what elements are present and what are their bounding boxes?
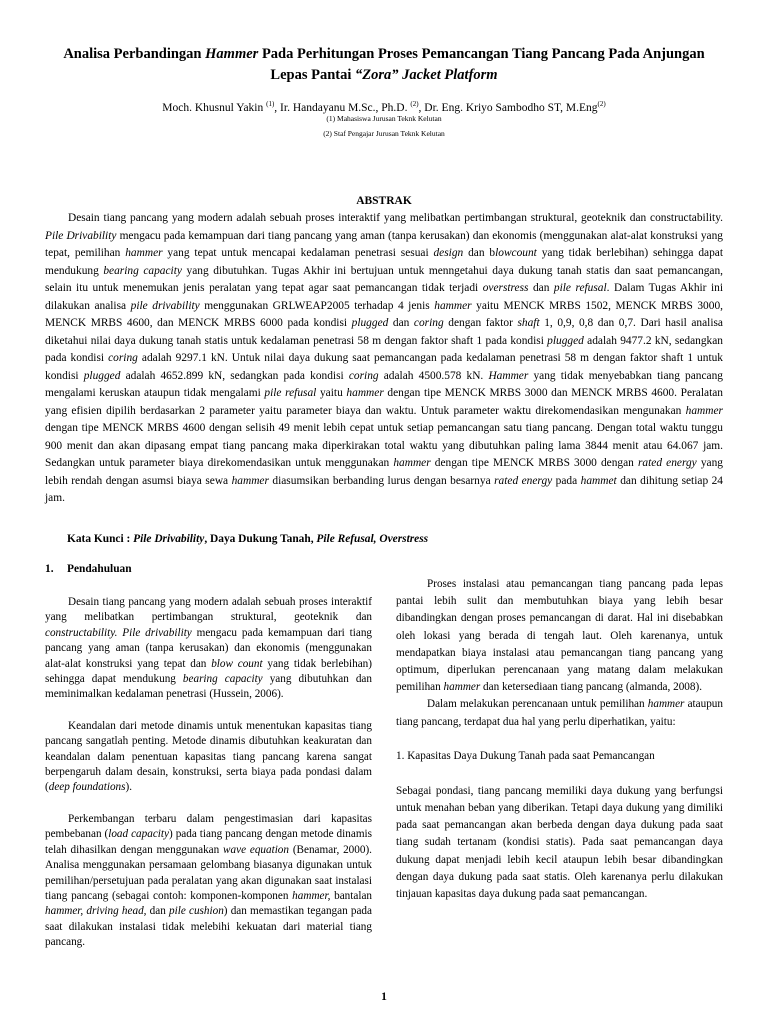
abstract-body: Desain tiang pancang yang modern adalah sebuah proses interaktif yang melibatkan pertimbangan struktural, geoteknik dan constructability. Pile Drivability mengacu pada kemampuan dari tiang pancang yang aman (tanpa kerusakan) dan ekonomis (menggunakan alat-alat konstruksi yang tepat, pemilihan hammer yang tepat untuk mencapai kedalaman penetrasi sesuai design dan blowcount yang tidak berlebihan) sehingga dapat mendukung bearing capacity yang dibutuhkan. Tugas Akhir ini bertujuan untuk menngetahui daya dukung tanah statis dan saat pemancangan, selain itu untuk menemukan jenis peralatan yang tepat agar saat pemancangan tidak terjadi overstress dan pile refusal. Dalam Tugas Akhir ini dilakukan analisa pile drivability menggunakan GRLWEAP2005 terhadap 4 jenis hammer yaitu MENCK MRBS 1502, MENCK MRBS 3000, MENCK MRBS 4600, dan MENCK MRBS 6000 pada kondisi plugged dan coring dengan faktor shaft 1, 0,9, 0,8 dan 0,7. Dari hasil analisa diketahui nilai daya dukung tanah statis untuk kedalaman penetrasi 58 m dengan faktor shaft 1 pada kondisi plugged adalah 9477.2 kN, sedangkan pada kondisi coring adalah 9297.1 kN. Untuk nilai daya dukung saat pemancangan pada kedalaman penetrasi 58 m dengan faktor shaft 1 untuk kondisi plugged adalah 4652.899 kN, sedangkan pada kondisi coring adalah 4500.578 kN. Hammer yang tidak menyebabkan tiang pancang mengalami keruskan ataupun tidak mengalami pile refusal yaitu hammer dengan tipe MENCK MRBS 3000 dan MENCK MRBS 4600. Peralatan yang efisien dipilih berdasarkan 2 parameter yaitu parameter biaya dan waktu. Untuk parameter waktu direkomendasikan mengunakan hammer dengan tipe MENCK MRBS 4600 dengan selisih 49 menit lebih cepat untuk setiap pemancangan satu tiang pancang. Dengan total waktu tunggu 900 menit dan akan dipasang empat tiang pancang maka diperkirakan total waktu yang dibutuhkan paling lama 3844 menit atau 64.067 jam. Sedangkan untuk parameter biaya direkomendasikan untuk menggunakan hammer dengan tipe MENCK MRBS 3000 dengan rated energy yang lebih rendah dengan asumsi biaya sewa hammer diasumsikan berbanding lurus dengan besarnya rated energy pada hammet dan dihitung setiap 24 jam. xyxy=(45,212,724,504)
intro-paragraph-5: Dalam melakukan perencanaan untuk pemilihan hammer ataupun tiang pancang, terdapat dua hal yang perlu diperhatikan, yaitu: xyxy=(396,698,723,728)
paper-title: Analisa Perbandingan Hammer Pada Perhitungan Proses Pemancangan Tiang Pancang Pada Anjungan Lepas Pantai “Zora” Jacket Platform xyxy=(63,46,705,83)
right-column xyxy=(396,576,723,903)
intro-paragraph-1: Desain tiang pancang yang modern adalah sebuah proses interaktif yang melibatkan pertimbangan struktural, geoteknik dan constructability. Pile drivability mengacu pada kemampuan dari tiang pancang yang aman (tanpa kerusakan) dan ekonomis (menggunakan alat-alat konstruksi yang tepat dan blow count yang tidak berlebihan) sehingga dapat mendukung bearing capacity yang dibutuhkan dan meminimalkan kedalaman penetrasi (Hussein, 2006). xyxy=(45,596,373,701)
abstract-heading: ABSTRAK xyxy=(356,195,412,207)
intro-paragraph-3: Perkembangan terbaru dalam pengestimasian dari kapasitas pembebanan (load capacity) pada tiang pancang dengan metode dinamis telah dihasilkan dengan menggunakan wave equation (Benamar, 2000). Analisa menggunakan persamaan gelombang biasanya digunakan untuk pemilihan/persetujuan pada peralatan yang akan digunakan saat instalasi tiang pancang (sebagai contoh: komponen-komponen hammer, bantalan hammer, driving head, dan pile cushion) dan memastikan tegangan pada saat dilakukan instalasi tidak melebihi kekuatan dari material tiang pancang. xyxy=(45,812,373,949)
subsection-heading: 1. Kapasitas Daya Dukung Tanah pada saat Pemancangan xyxy=(396,749,655,762)
intro-paragraph-6: Sebagai pondasi, tiang pancang memiliki daya dukung yang berfungsi untuk menahan beban yang diberikan. Tetapi daya dukung yang dimiliki pada saat pemancangan akan berbeda dengan daya dukung pada saat tiang sudah tertanam (kondisi statis). Pada saat pemancangan daya dukung dapat menjadi lebih kecil ataupun lebih besar dibandingkan dengan daya dukung pada saat statis. Oleh karenanya perlu dilakukan tinjauan kapasitas daya dukung pada saat pemancangan. xyxy=(396,784,723,901)
affiliation-2: (2) Staf Pengajar Jurusan Teknk Kelutan xyxy=(323,129,445,138)
affiliation-1: (1) Mahasiswa Jurusan Teknk Kelutan xyxy=(326,114,442,123)
intro-paragraph-4: Proses instalasi atau pemancangan tiang pancang pada lepas pantai lebih sulit dan membutuhkan biaya yang lebih besar dibandingkan dengan proses pemancangan di darat. Hal ini disebabkan oleh lokasi yang berada di tengah laut. Oleh karenanya, untuk mendapatkan biaya instalasi atau pemancangan tiang pancang yang optimum, diperlukan perencanaan yang matang dalam melakukan pemilihan hammer dan ketersediaan tiang pancang (almanda, 2008). xyxy=(396,578,723,694)
left-column xyxy=(45,563,372,967)
author-list: Moch. Khusnul Yakin $^{(1)}$, Ir. Handayanu M.Sc., Ph.D. $^{(2)}$, Dr. Eng. Kriyo Sambodho ST, M.Eng$^{(2)}$ xyxy=(162,100,606,114)
section-heading: 1. Pendahuluan xyxy=(45,563,132,575)
keywords-line: Kata Kunci : Pile Drivability, Daya Dukung Tanah, Pile Refusal, Overstress xyxy=(67,533,429,545)
page-number: 1 xyxy=(381,991,387,1003)
intro-paragraph-2: Keandalan dari metode dinamis untuk menentukan kapasitas tiang pancang sangatlah penting. Metode dinamis dibutuhkan keakuratan dan keandalan dalam penentuan kapasitas tiang pancang karena sangat berpengaruh dalam desain, konstruksi, serta biaya pada pondasi dalam (deep foundations). xyxy=(45,719,372,794)
